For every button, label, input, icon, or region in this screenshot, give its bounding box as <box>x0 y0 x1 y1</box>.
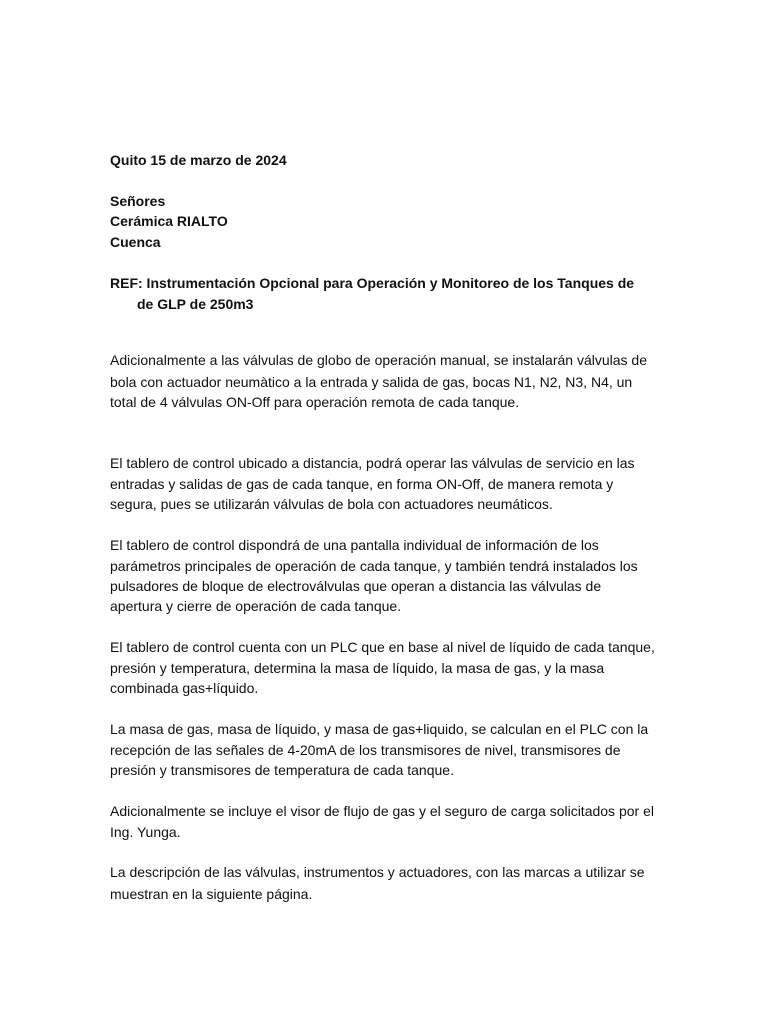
recipient-city: Cuenca <box>110 234 161 250</box>
paragraph-1-line-1: Adicionalmente a las válvulas de globo de operación manual, se instalarán válvulas de <box>110 352 647 368</box>
paragraph-7-line-2: muestran en la siguiente página. <box>110 886 313 902</box>
paragraph-6-line-2: Ing. Yunga. <box>110 824 181 840</box>
paragraph-7-line-1: La descripción de las válvulas, instrumentos y actuadores, con las marcas a utilizar se <box>110 864 645 880</box>
paragraph-3-line-3: pulsadores de bloque de electroválvulas que operan a distancia las válvulas de <box>110 578 602 594</box>
date-line: Quito 15 de marzo de 2024 <box>110 152 287 168</box>
paragraph-4-line-3: combinada gas+líquido. <box>110 680 259 696</box>
paragraph-3-line-2: parámetros principales de operación de cada tanque, y también tendrá instalados los <box>110 558 638 574</box>
recipient-company: Cerámica RIALTO <box>110 213 228 229</box>
paragraph-1-line-2: bola con actuador neumàtico a la entrada y salida de gas, bocas N1, N2, N3, N4, un <box>110 374 633 390</box>
paragraph-3-line-4: apertura y cierre de operación de cada tanque. <box>110 598 402 614</box>
paragraph-2-line-1: El tablero de control ubicado a distancia, podrá operar las válvulas de servicio en las <box>110 455 635 471</box>
recipient-salutation: Señores <box>110 193 166 209</box>
paragraph-1-line-3: total de 4 válvulas ON-Off para operación remota de cada tanque. <box>110 394 520 410</box>
paragraph-6-line-1: Adicionalmente se incluye el visor de flujo de gas y el seguro de carga solicitados por el <box>110 803 654 819</box>
paragraph-2-line-3: segura, pues se utilizarán válvulas de bola con actuadores neumáticos. <box>110 496 553 512</box>
paragraph-5-line-3: presión y transmisores de temperatura de cada tanque. <box>110 762 454 778</box>
reference-line-2: de GLP de 250m3 <box>137 296 254 312</box>
paragraph-4-line-1: El tablero de control cuenta con un PLC que en base al nivel de líquido de cada tanque, <box>110 639 655 655</box>
paragraph-4-line-2: presión y temperatura, determina la masa de líquido, la masa de gas, y la masa <box>110 660 605 676</box>
paragraph-2-line-2: entradas y salidas de gas de cada tanque, en forma ON-Off, de manera remota y <box>110 476 614 492</box>
paragraph-5-line-1: La masa de gas, masa de líquido, y masa de gas+liquido, se calculan en el PLC con la <box>110 721 649 737</box>
paragraph-3-line-1: El tablero de control dispondrá de una pantalla individual de información de los <box>110 537 599 553</box>
paragraph-5-line-2: recepción de las señales de 4-20mA de los transmisores de nivel, transmisores de <box>110 742 621 758</box>
reference-line-1: REF: Instrumentación Opcional para Operación y Monitoreo de los Tanques de <box>110 275 635 291</box>
